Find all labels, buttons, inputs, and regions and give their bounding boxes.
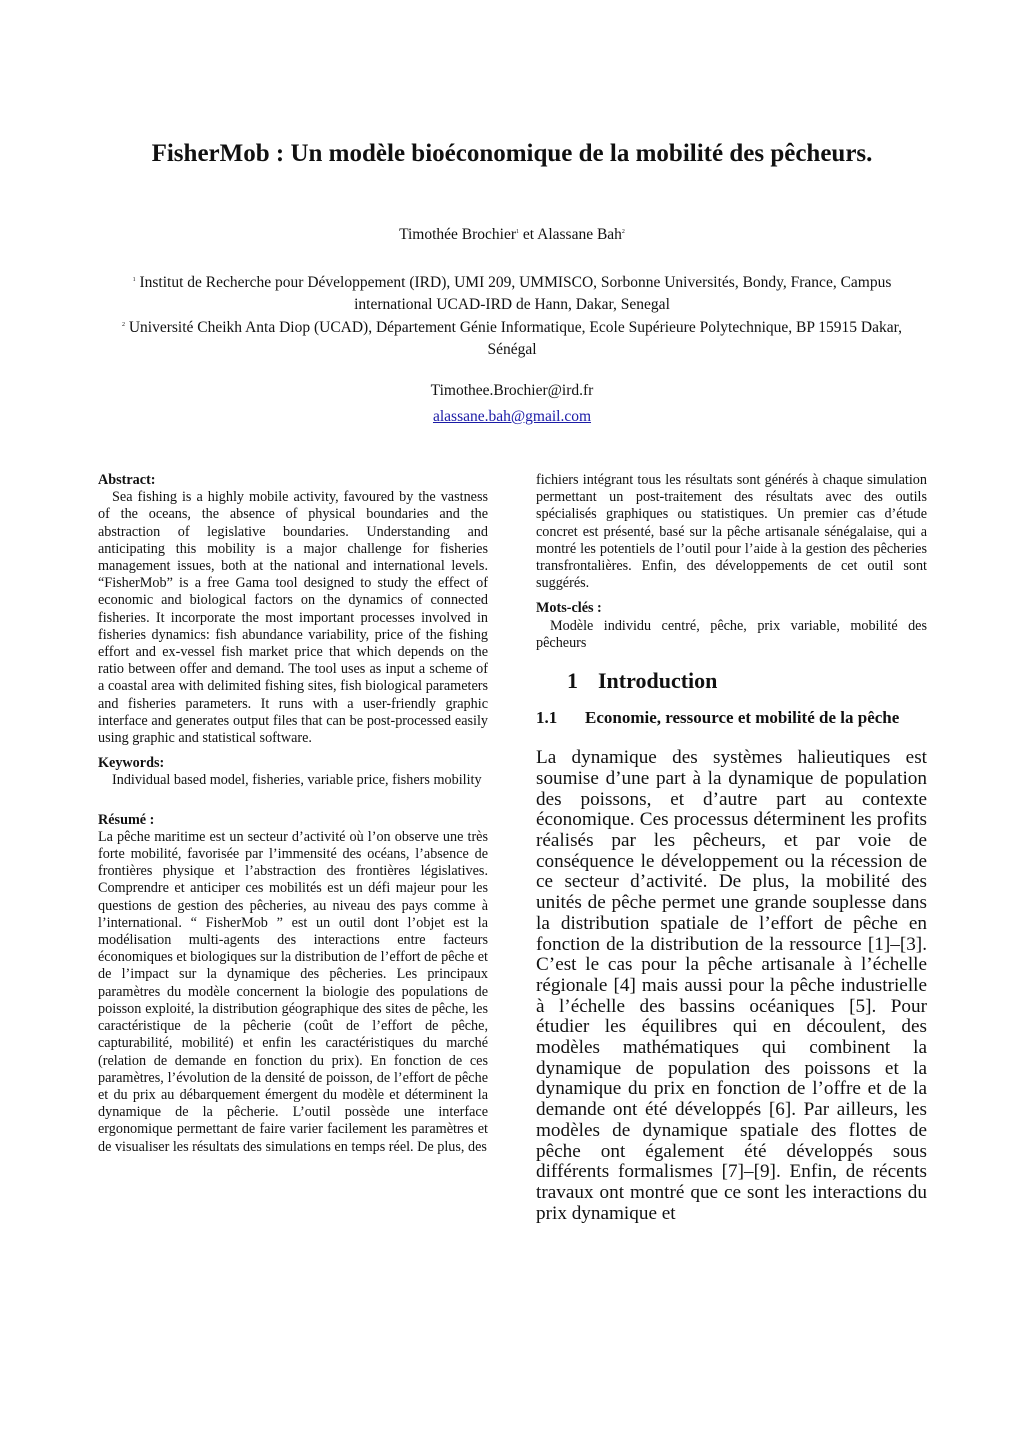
keywords-text: Individual based model, fisheries, variable price, fishers mobility bbox=[112, 772, 482, 789]
resume-heading: Résumé : bbox=[98, 811, 155, 828]
affiliation-text: Institut de Recherche pour Développement (IRD), UMI 209, UMMISCO, Sorbonne Universités, Bondy, France, Campus international UCAD-IRD de Hann, Dakar, Senegal bbox=[139, 274, 892, 313]
author-conjunction: et bbox=[519, 226, 538, 243]
motscles-text: Modèle individu centré, pêche, prix variable, mobilité des pêcheurs bbox=[536, 617, 927, 651]
affiliation-text: Université Cheikh Anta Diop (UCAD), Département Génie Informatique, Ecole Supérieure Polytechnique, BP 15915 Dakar, Sénégal bbox=[128, 319, 903, 358]
author-name: Alassane Bah bbox=[537, 226, 622, 243]
abstract-heading: Abstract: bbox=[98, 472, 156, 488]
subsection-title: Economie, ressource et mobilité de la pêche bbox=[585, 708, 900, 728]
keywords-heading: Keywords: bbox=[98, 755, 165, 772]
affiliation bbox=[96, 314, 928, 361]
resume-continuation: fichiers intégrant tous les résultats sont générés à chaque simulation permettant un post-traitement des résultats avec des outils spécialisés graphiques ou statistiques. Un premier cas d’étude concret est présenté, basé sur la pêche artisanale sénégalaise, qui a montré les potentiels de l’outil pour l’aide à la gestion des pêcheries transfrontalières. Enfin, des développements de cet outil sont suggérés. bbox=[536, 472, 927, 592]
right-column bbox=[536, 472, 927, 1224]
affiliation-mark: 2 bbox=[621, 229, 625, 235]
subsection-number: 1.1 bbox=[536, 708, 558, 728]
motscles-heading: Mots-clés : bbox=[536, 600, 602, 617]
abstract-text: Sea fishing is a highly mobile activity, favoured by the vastness of the oceans, the absence of physical boundaries and the abstraction of legislative boundaries. Understanding and anticipating this mobility is a major challenge for fisheries management issues, both at the national and international levels. “FisherMob” is a free Gama tool designed to study the effect of economic and biological factors on the dynamics of connected fisheries. It incorporate the most important processes involved in fisheries dynamics: fish abundance variability, price of the fishing effort and ex-vessel fish market price that which depends on the ratio between offer and demand. The tool uses as input a scheme of a coastal area with delimited fishing sites, fish biological parameters and fisheries parameters. It runs with a user-friendly graphic interface and generates output files that can be post-processed easily using graphic and statistical software. bbox=[98, 489, 488, 747]
intro-paragraph: La dynamique des systèmes halieutiques est soumise d’une part à la dynamique de population des poissons, et d’autre part au contexte économique. Ces processus déterminent les profits réalisés par les pêcheurs, et par voie de conséquence le développement ou la récession de ce secteur d’activité. De plus, la mobilité des unités de pêche permet une grande souplesse dans la distribution spatiale de l’effort de pêche en fonction de la distribution de la ressource [1]–[3]. C’est le cas pour la pêche artisanale à l’échelle régionale [4] mais aussi pour la pêche industrielle à l’échelle des bassins océaniques [5]. Pour étudier les équilibres qui en découlent, des modèles mathématiques qui combinent la dynamique de population des poissons et la dynamique du prix en fonction de l’offre et de la demande ont été développés [6]. Par ailleurs, les modèles de dynamique spatiale des flottes de pêche ont également été développés sous différents formalismes [7]–[9]. Enfin, de récents travaux ont montré que ce sont les interactions du prix dynamique et bbox=[536, 747, 927, 1224]
affiliation-mark: 1 bbox=[132, 277, 136, 283]
resume-text: La pêche maritime est un secteur d’activité où l’on observe une très forte mobilité, favorisée par l’immensité des océans, l’absence de frontières physique et l’abstraction des frontières législatives. Comprendre et anticiper ces mobilités est un défi majeur pour les questions de gestion des pêcheries, au niveau des pays comme à l’international. “ FisherMob ” est un outil dont l’objet est la modélisation multi-agents des interactions entre facteurs économiques et biologiques sur la distribution de l’effort de pêche et de l’impact sur la dynamique des pêcheries. Les principaux paramètres du modèle concernent la biologie des populations de poisson exploité, la distribution géographique des sites de pêche, les caractéristique de la pêcherie (coût de l’effort de pêche, capturabilité, mobilité) et enfin les caractéristiques du marché (relation de demande en fonction du prix). En fonction de ces paramètres, l’évolution de la densité de poisson, de l’effort de pêche et du prix au débarquement émergent du modèle et déterminent la dynamique de la pêcherie. L’outil possède une interface ergonomique permettant de faire varier facilement les paramètres et de visualiser les résultats des simulations en temps réel. De plus, des bbox=[98, 828, 488, 1155]
subsection-heading bbox=[536, 707, 927, 728]
author-name: Timothée Brochier bbox=[399, 226, 517, 243]
author-email: Timothee.Brochier@ird.fr bbox=[430, 382, 594, 399]
section-title: Introduction bbox=[598, 668, 718, 694]
affiliation-mark: 2 bbox=[121, 322, 125, 328]
paper-title: FisherMob : Un modèle bioéconomique de la mobilité des pêcheurs. bbox=[151, 140, 873, 167]
affiliation bbox=[96, 269, 928, 316]
section-heading bbox=[567, 668, 927, 694]
affiliation-mark: 1 bbox=[516, 229, 520, 235]
section-number: 1 bbox=[567, 668, 578, 694]
author-email-link[interactable]: alassane.bah@gmail.com bbox=[432, 408, 592, 425]
left-column bbox=[98, 472, 488, 1156]
author-line bbox=[0, 226, 1024, 244]
